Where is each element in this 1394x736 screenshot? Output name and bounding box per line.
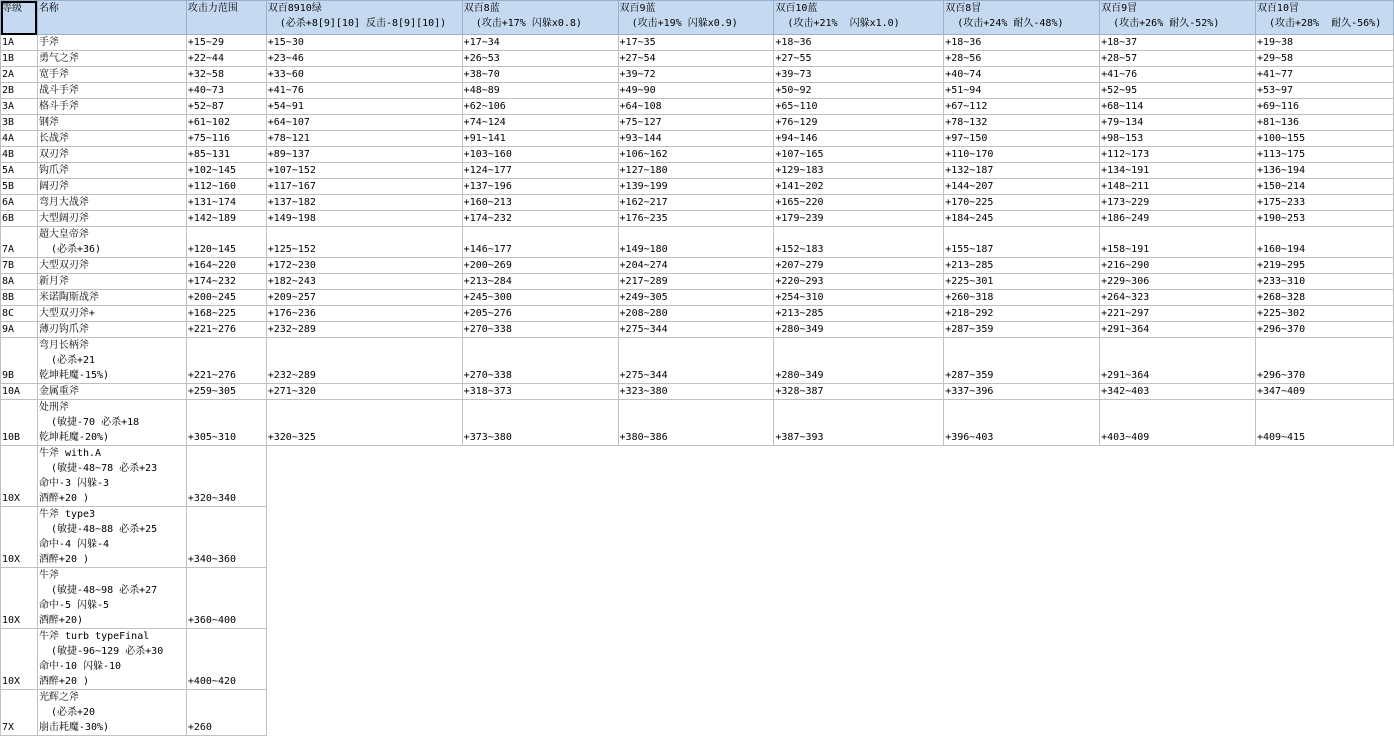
table-cell[interactable]: +15~30: [266, 35, 462, 51]
table-cell[interactable]: +173~229: [1100, 195, 1256, 211]
table-cell[interactable]: +296~370: [1255, 338, 1393, 384]
table-cell[interactable]: +275~344: [618, 338, 774, 384]
table-cell[interactable]: 1A: [1, 35, 38, 51]
table-cell[interactable]: 勇气之斧: [37, 51, 186, 67]
table-row: [1, 306, 1394, 322]
table-cell[interactable]: +61~102: [186, 115, 266, 131]
empty-cell: [266, 690, 462, 736]
table-cell[interactable]: +132~187: [944, 163, 1100, 179]
table-cell[interactable]: 钢斧: [37, 115, 186, 131]
table-cell[interactable]: 10X: [1, 507, 38, 568]
table-cell[interactable]: 双刃斧: [37, 147, 186, 163]
table-cell[interactable]: +347~409: [1255, 384, 1393, 400]
table-cell[interactable]: +64~108: [618, 99, 774, 115]
table-cell[interactable]: +287~359: [944, 322, 1100, 338]
table-cell[interactable]: +117~167: [266, 179, 462, 195]
table-cell[interactable]: +229~306: [1100, 274, 1256, 290]
table-cell[interactable]: +190~253: [1255, 211, 1393, 227]
table-cell[interactable]: +320~325: [266, 400, 462, 446]
table-cell[interactable]: +296~370: [1255, 322, 1393, 338]
table-cell[interactable]: 8B: [1, 290, 38, 306]
table-cell[interactable]: 手斧: [37, 35, 186, 51]
table-cell[interactable]: +337~396: [944, 384, 1100, 400]
header-cell[interactable]: 等级: [1, 1, 38, 35]
table-row: [1, 131, 1394, 147]
table-cell[interactable]: 10A: [1, 384, 38, 400]
table-cell[interactable]: +270~338: [462, 338, 618, 384]
table-cell[interactable]: +271~320: [266, 384, 462, 400]
table-row: [1, 147, 1394, 163]
table-cell[interactable]: +137~196: [462, 179, 618, 195]
table-cell[interactable]: +168~225: [186, 306, 266, 322]
table-cell[interactable]: +134~191: [1100, 163, 1256, 179]
table-cell[interactable]: +205~276: [462, 306, 618, 322]
table-cell[interactable]: +78~132: [944, 115, 1100, 131]
table-cell[interactable]: +139~199: [618, 179, 774, 195]
table-cell[interactable]: +260~318: [944, 290, 1100, 306]
table-cell[interactable]: +48~89: [462, 83, 618, 99]
empty-cell: [462, 629, 618, 690]
table-cell[interactable]: +146~177: [462, 227, 618, 258]
table-cell[interactable]: +403~409: [1100, 400, 1256, 446]
table-cell[interactable]: +23~46: [266, 51, 462, 67]
empty-cell: [462, 690, 618, 736]
table-cell[interactable]: +67~112: [944, 99, 1100, 115]
empty-cell: [462, 446, 618, 507]
table-row: [1, 322, 1394, 338]
table-cell[interactable]: +204~274: [618, 258, 774, 274]
table-cell[interactable]: +69~116: [1255, 99, 1393, 115]
table-cell[interactable]: +41~77: [1255, 67, 1393, 83]
empty-cell: [618, 568, 774, 629]
table-cell[interactable]: 2B: [1, 83, 38, 99]
empty-cell: [944, 568, 1100, 629]
header-cell[interactable]: 双百10冒 (攻击+28% 耐久-56%): [1255, 1, 1393, 35]
table-cell[interactable]: 格斗手斧: [37, 99, 186, 115]
table-cell[interactable]: +270~338: [462, 322, 618, 338]
table-cell[interactable]: +15~29: [186, 35, 266, 51]
table-row: [1, 274, 1394, 290]
table-cell[interactable]: +68~114: [1100, 99, 1256, 115]
empty-cell: [774, 690, 944, 736]
table-cell[interactable]: +219~295: [1255, 258, 1393, 274]
empty-cell: [944, 629, 1100, 690]
table-cell[interactable]: +342~403: [1100, 384, 1256, 400]
header-cell[interactable]: 双百8蓝 (攻击+17% 闪躲x0.8): [462, 1, 618, 35]
table-cell[interactable]: +74~124: [462, 115, 618, 131]
table-row: [1, 163, 1394, 179]
table-cell[interactable]: +218~292: [944, 306, 1100, 322]
table-cell[interactable]: +158~191: [1100, 227, 1256, 258]
table-cell[interactable]: 8A: [1, 274, 38, 290]
table-cell[interactable]: +110~170: [944, 147, 1100, 163]
table-cell[interactable]: +179~239: [774, 211, 944, 227]
table-cell[interactable]: 7B: [1, 258, 38, 274]
table-cell[interactable]: +28~56: [944, 51, 1100, 67]
table-row: [1, 400, 1394, 446]
table-cell[interactable]: +39~72: [618, 67, 774, 83]
table-cell[interactable]: +29~58: [1255, 51, 1393, 67]
table-cell[interactable]: +186~249: [1100, 211, 1256, 227]
empty-cell: [1255, 690, 1393, 736]
table-cell[interactable]: +85~131: [186, 147, 266, 163]
table-cell[interactable]: +49~90: [618, 83, 774, 99]
table-cell[interactable]: +249~305: [618, 290, 774, 306]
empty-cell: [944, 507, 1100, 568]
table-cell[interactable]: +27~54: [618, 51, 774, 67]
empty-cell: [266, 446, 462, 507]
table-cell[interactable]: +184~245: [944, 211, 1100, 227]
empty-cell: [774, 568, 944, 629]
table-cell[interactable]: +387~393: [774, 400, 944, 446]
table-cell[interactable]: 4B: [1, 147, 38, 163]
table-cell[interactable]: +64~107: [266, 115, 462, 131]
table-row: [1, 211, 1394, 227]
table-cell[interactable]: +18~37: [1100, 35, 1256, 51]
table-cell[interactable]: +65~110: [774, 99, 944, 115]
table-cell[interactable]: +39~73: [774, 67, 944, 83]
table-cell[interactable]: +380~386: [618, 400, 774, 446]
table-cell[interactable]: 弯月长柄斧 (必杀+21 乾坤耗魔-15%): [37, 338, 186, 384]
table-cell[interactable]: +287~359: [944, 338, 1100, 384]
table-cell[interactable]: +102~145: [186, 163, 266, 179]
table-cell[interactable]: +232~289: [266, 322, 462, 338]
empty-cell: [462, 568, 618, 629]
table-cell[interactable]: +155~187: [944, 227, 1100, 258]
table-cell[interactable]: +120~145: [186, 227, 266, 258]
table-cell[interactable]: +107~152: [266, 163, 462, 179]
table-cell[interactable]: 5A: [1, 163, 38, 179]
table-cell[interactable]: +360~400: [186, 568, 266, 629]
table-cell[interactable]: +152~183: [774, 227, 944, 258]
table-cell[interactable]: +280~349: [774, 322, 944, 338]
table-row: [1, 507, 1394, 568]
table-row: [1, 195, 1394, 211]
table-row: [1, 51, 1394, 67]
table-cell[interactable]: +254~310: [774, 290, 944, 306]
table-cell[interactable]: +340~360: [186, 507, 266, 568]
table-cell[interactable]: 新月斧: [37, 274, 186, 290]
table-cell[interactable]: +208~280: [618, 306, 774, 322]
table-cell[interactable]: 宽手斧: [37, 67, 186, 83]
empty-cell: [618, 629, 774, 690]
table-cell[interactable]: +200~245: [186, 290, 266, 306]
empty-cell: [1255, 507, 1393, 568]
table-cell[interactable]: 弯月大战斧: [37, 195, 186, 211]
empty-cell: [618, 507, 774, 568]
table-cell[interactable]: 牛斧 with.A (敏捷-48~78 必杀+23 命中-3 闪躲-3 酒醉+20 ): [37, 446, 186, 507]
table-cell[interactable]: +144~207: [944, 179, 1100, 195]
table-cell[interactable]: +162~217: [618, 195, 774, 211]
table-cell[interactable]: +131~174: [186, 195, 266, 211]
table-row: [1, 227, 1394, 258]
table-cell[interactable]: 10X: [1, 568, 38, 629]
table-cell[interactable]: 2A: [1, 67, 38, 83]
table-cell[interactable]: +207~279: [774, 258, 944, 274]
table-row: [1, 690, 1394, 736]
empty-cell: [618, 446, 774, 507]
table-cell[interactable]: +38~70: [462, 67, 618, 83]
empty-cell: [1255, 446, 1393, 507]
table-cell[interactable]: +245~300: [462, 290, 618, 306]
table-cell[interactable]: +107~165: [774, 147, 944, 163]
table-cell[interactable]: +41~76: [1100, 67, 1256, 83]
table-row: [1, 83, 1394, 99]
table-cell[interactable]: +305~310: [186, 400, 266, 446]
empty-cell: [944, 690, 1100, 736]
table-cell[interactable]: +233~310: [1255, 274, 1393, 290]
table-cell[interactable]: +149~198: [266, 211, 462, 227]
empty-cell: [774, 629, 944, 690]
table-cell[interactable]: +18~36: [774, 35, 944, 51]
table-cell[interactable]: +149~180: [618, 227, 774, 258]
table-cell[interactable]: 10B: [1, 400, 38, 446]
table-cell[interactable]: +213~284: [462, 274, 618, 290]
table-cell[interactable]: 超大皇帝斧 (必杀+36): [37, 227, 186, 258]
table-cell[interactable]: +98~153: [1100, 131, 1256, 147]
empty-cell: [266, 507, 462, 568]
table-cell[interactable]: +268~328: [1255, 290, 1393, 306]
header-cell[interactable]: 双百8910绿 (必杀+8[9][10] 反击-8[9][10]): [266, 1, 462, 35]
table-cell[interactable]: +17~34: [462, 35, 618, 51]
table-cell[interactable]: +323~380: [618, 384, 774, 400]
table-cell[interactable]: +52~87: [186, 99, 266, 115]
header-cell[interactable]: 双百9蓝 (攻击+19% 闪躲x0.9): [618, 1, 774, 35]
table-row: [1, 115, 1394, 131]
table-cell[interactable]: +200~269: [462, 258, 618, 274]
table-cell[interactable]: +396~403: [944, 400, 1100, 446]
table-cell[interactable]: +225~302: [1255, 306, 1393, 322]
table-cell[interactable]: +91~141: [462, 131, 618, 147]
table-cell[interactable]: 7X: [1, 690, 38, 736]
table-cell[interactable]: +182~243: [266, 274, 462, 290]
table-cell[interactable]: +32~58: [186, 67, 266, 83]
table-cell[interactable]: 米诺陶斯战斧: [37, 290, 186, 306]
table-cell[interactable]: +318~373: [462, 384, 618, 400]
empty-cell: [462, 507, 618, 568]
table-cell[interactable]: +150~214: [1255, 179, 1393, 195]
table-cell[interactable]: +320~340: [186, 446, 266, 507]
table-row: [1, 384, 1394, 400]
table-cell[interactable]: 5B: [1, 179, 38, 195]
table-row: [1, 446, 1394, 507]
table-cell[interactable]: 8C: [1, 306, 38, 322]
table-cell[interactable]: 薄刃钩爪斧: [37, 322, 186, 338]
table-cell[interactable]: +93~144: [618, 131, 774, 147]
table-cell[interactable]: +62~106: [462, 99, 618, 115]
header-cell[interactable]: 攻击力范围: [186, 1, 266, 35]
table-cell[interactable]: +79~134: [1100, 115, 1256, 131]
empty-cell: [266, 629, 462, 690]
table-cell[interactable]: +75~116: [186, 131, 266, 147]
table-cell[interactable]: +41~76: [266, 83, 462, 99]
empty-cell: [944, 446, 1100, 507]
table-cell[interactable]: +175~233: [1255, 195, 1393, 211]
table-cell[interactable]: +172~230: [266, 258, 462, 274]
table-cell[interactable]: 阔刃斧: [37, 179, 186, 195]
table-cell[interactable]: 钩爪斧: [37, 163, 186, 179]
table-cell[interactable]: +165~220: [774, 195, 944, 211]
table-cell[interactable]: 牛斧 type3 (敏捷-48~88 必杀+25 命中-4 闪躲-4 酒醉+20 ): [37, 507, 186, 568]
table-cell[interactable]: +213~285: [774, 306, 944, 322]
table-cell[interactable]: +176~236: [266, 306, 462, 322]
table-cell[interactable]: +141~202: [774, 179, 944, 195]
table-cell[interactable]: +51~94: [944, 83, 1100, 99]
table-row: [1, 258, 1394, 274]
table-cell[interactable]: +260: [186, 690, 266, 736]
empty-cell: [1100, 629, 1256, 690]
table-row: [1, 179, 1394, 195]
table-cell[interactable]: +400~420: [186, 629, 266, 690]
table-cell[interactable]: 长战斧: [37, 131, 186, 147]
table-cell[interactable]: +106~162: [618, 147, 774, 163]
table-cell[interactable]: 金属重斧: [37, 384, 186, 400]
empty-cell: [774, 507, 944, 568]
table-cell[interactable]: +33~60: [266, 67, 462, 83]
table-cell[interactable]: +54~91: [266, 99, 462, 115]
table-cell[interactable]: +160~213: [462, 195, 618, 211]
table-cell[interactable]: 9A: [1, 322, 38, 338]
table-cell[interactable]: +125~152: [266, 227, 462, 258]
table-cell[interactable]: +225~301: [944, 274, 1100, 290]
table-cell[interactable]: +216~290: [1100, 258, 1256, 274]
table-cell[interactable]: 10X: [1, 629, 38, 690]
table-cell[interactable]: +112~173: [1100, 147, 1256, 163]
table-cell[interactable]: 7A: [1, 227, 38, 258]
empty-cell: [618, 690, 774, 736]
table-cell[interactable]: +291~364: [1100, 322, 1256, 338]
table-cell[interactable]: +26~53: [462, 51, 618, 67]
table-cell[interactable]: +176~235: [618, 211, 774, 227]
table-cell[interactable]: 10X: [1, 446, 38, 507]
empty-cell: [1255, 629, 1393, 690]
empty-cell: [1255, 568, 1393, 629]
table-cell[interactable]: +280~349: [774, 338, 944, 384]
table-cell[interactable]: 战斗手斧: [37, 83, 186, 99]
table-row: [1, 568, 1394, 629]
table-cell[interactable]: +209~257: [266, 290, 462, 306]
table-cell[interactable]: 牛斧 (敏捷-48~98 必杀+27 命中-5 闪躲-5 酒醉+20): [37, 568, 186, 629]
table-cell[interactable]: +97~150: [944, 131, 1100, 147]
table-cell[interactable]: 4A: [1, 131, 38, 147]
empty-cell: [774, 446, 944, 507]
table-cell[interactable]: +19~38: [1255, 35, 1393, 51]
table-cell[interactable]: +40~74: [944, 67, 1100, 83]
table-cell[interactable]: +94~146: [774, 131, 944, 147]
table-cell[interactable]: 处刑斧 (敏捷-70 必杀+18 乾坤耗魔-20%): [37, 400, 186, 446]
table-cell[interactable]: +174~232: [462, 211, 618, 227]
table-cell[interactable]: +52~95: [1100, 83, 1256, 99]
table-cell[interactable]: 6A: [1, 195, 38, 211]
table-cell[interactable]: 9B: [1, 338, 38, 384]
table-cell[interactable]: 6B: [1, 211, 38, 227]
table-cell[interactable]: +113~175: [1255, 147, 1393, 163]
table-cell[interactable]: 3B: [1, 115, 38, 131]
table-row: [1, 99, 1394, 115]
table-cell[interactable]: +221~297: [1100, 306, 1256, 322]
empty-cell: [1100, 690, 1256, 736]
table-cell[interactable]: +18~36: [944, 35, 1100, 51]
table-cell[interactable]: +76~129: [774, 115, 944, 131]
table-cell[interactable]: +174~232: [186, 274, 266, 290]
table-cell[interactable]: +213~285: [944, 258, 1100, 274]
table-cell[interactable]: 光辉之斧 (必杀+20 崩击耗魔-30%): [37, 690, 186, 736]
header-row: [1, 1, 1394, 35]
table-cell[interactable]: +40~73: [186, 83, 266, 99]
table-cell[interactable]: +78~121: [266, 131, 462, 147]
table-cell[interactable]: +81~136: [1255, 115, 1393, 131]
table-cell[interactable]: +291~364: [1100, 338, 1256, 384]
table-cell[interactable]: +28~57: [1100, 51, 1256, 67]
table-cell[interactable]: +221~276: [186, 338, 266, 384]
table-cell[interactable]: +100~155: [1255, 131, 1393, 147]
table-cell[interactable]: +259~305: [186, 384, 266, 400]
table-cell[interactable]: +142~189: [186, 211, 266, 227]
empty-cell: [266, 568, 462, 629]
table-cell[interactable]: 牛斧 turb typeFinal (敏捷-96~129 必杀+30 命中-10 闪躲-10 酒醉+20 ): [37, 629, 186, 690]
table-cell[interactable]: +50~92: [774, 83, 944, 99]
header-cell[interactable]: 双百8冒 (攻击+24% 耐久-48%): [944, 1, 1100, 35]
table-cell[interactable]: 大型阔刃斧: [37, 211, 186, 227]
table-cell[interactable]: +160~194: [1255, 227, 1393, 258]
table-cell[interactable]: +170~225: [944, 195, 1100, 211]
table-cell[interactable]: +275~344: [618, 322, 774, 338]
table-row: [1, 290, 1394, 306]
empty-cell: [1100, 446, 1256, 507]
table-cell[interactable]: +221~276: [186, 322, 266, 338]
empty-cell: [1100, 507, 1256, 568]
header-cell[interactable]: 双百9冒 (攻击+26% 耐久-52%): [1100, 1, 1256, 35]
table-cell[interactable]: +328~387: [774, 384, 944, 400]
table-cell[interactable]: +409~415: [1255, 400, 1393, 446]
header-cell[interactable]: 名称: [37, 1, 186, 35]
table-cell[interactable]: +103~160: [462, 147, 618, 163]
table-cell[interactable]: 大型双刃斧: [37, 258, 186, 274]
table-cell[interactable]: +148~211: [1100, 179, 1256, 195]
table-cell[interactable]: +220~293: [774, 274, 944, 290]
table-row: [1, 338, 1394, 384]
table-cell[interactable]: 1B: [1, 51, 38, 67]
table-cell[interactable]: +17~35: [618, 35, 774, 51]
table-cell[interactable]: +232~289: [266, 338, 462, 384]
table-cell[interactable]: +264~323: [1100, 290, 1256, 306]
table-cell[interactable]: +124~177: [462, 163, 618, 179]
table-cell[interactable]: +129~183: [774, 163, 944, 179]
table-cell[interactable]: 3A: [1, 99, 38, 115]
table-row: [1, 35, 1394, 51]
header-cell[interactable]: 双百10蓝 (攻击+21% 闪躲x1.0): [774, 1, 944, 35]
table-cell[interactable]: +112~160: [186, 179, 266, 195]
table-cell[interactable]: +136~194: [1255, 163, 1393, 179]
table-row: [1, 629, 1394, 690]
table-cell[interactable]: +22~44: [186, 51, 266, 67]
table-cell[interactable]: +89~137: [266, 147, 462, 163]
table-cell[interactable]: +27~55: [774, 51, 944, 67]
table-cell[interactable]: +53~97: [1255, 83, 1393, 99]
table-cell[interactable]: +164~220: [186, 258, 266, 274]
table-cell[interactable]: +373~380: [462, 400, 618, 446]
empty-cell: [1100, 568, 1256, 629]
table-cell[interactable]: +137~182: [266, 195, 462, 211]
table-cell[interactable]: +75~127: [618, 115, 774, 131]
table-cell[interactable]: +217~289: [618, 274, 774, 290]
table-cell[interactable]: +127~180: [618, 163, 774, 179]
table-row: [1, 67, 1394, 83]
table-cell[interactable]: 大型双刃斧+: [37, 306, 186, 322]
